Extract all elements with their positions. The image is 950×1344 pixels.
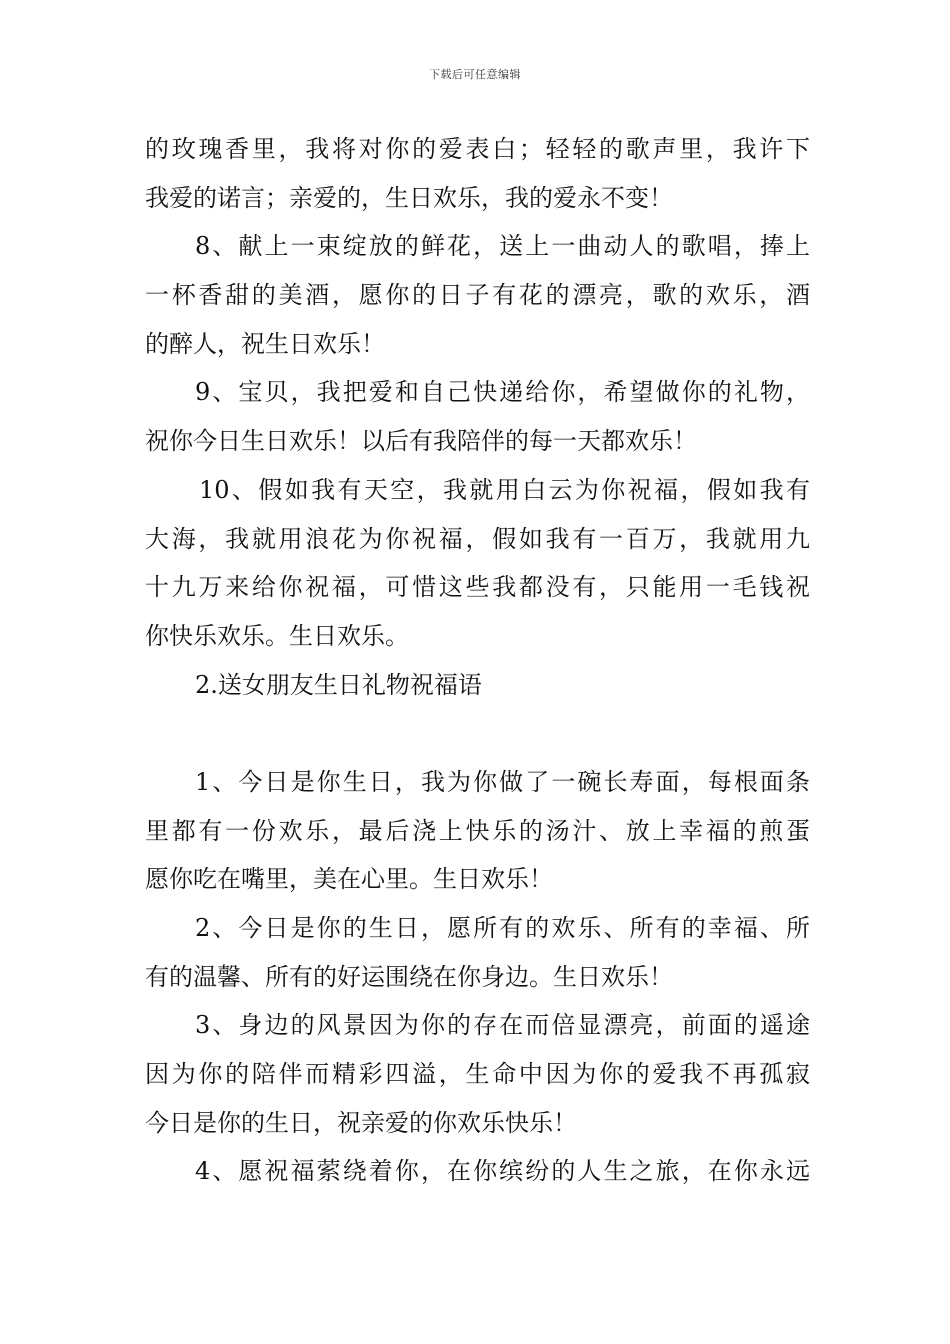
wish-item-3-line: 3、身边的风景因为你的存在而倍显漂亮，前面的遥途	[195, 1011, 810, 1040]
text-line: 十九万来给你祝福，可惜这些我都没有，只能用一毛钱祝	[145, 573, 810, 602]
text-line: 一杯香甜的美酒，愿你的日子有花的漂亮，歌的欢乐，酒	[145, 281, 810, 310]
text-line: 有的温馨、所有的好运围绕在你身边。生日欢乐！	[145, 962, 673, 991]
wish-item-4-line: 4、愿祝福萦绕着你，在你缤纷的人生之旅，在你永远	[195, 1157, 810, 1186]
text-line: 今日是你的生日，祝亲爱的你欢乐快乐！	[145, 1108, 577, 1137]
wish-item-2-line: 2、今日是你的生日，愿所有的欢乐、所有的幸福、所	[195, 914, 810, 942]
wish-item-10-line: 10、假如我有天空，我就用白云为你祝福，假如我有	[199, 475, 810, 504]
text-line: 你快乐欢乐。生日欢乐。	[145, 621, 409, 650]
text-line: 的醉人，祝生日欢乐！	[145, 329, 385, 358]
text-line: 因为你的陪伴而精彩四溢，生命中因为你的爱我不再孤寂	[145, 1060, 810, 1089]
text-line: 大海，我就用浪花为你祝福，假如我有一百万，我就用九	[145, 524, 810, 553]
page-header-note: 下载后可任意编辑	[429, 68, 521, 81]
text-line: 愿你吃在嘴里，美在心里。生日欢乐！	[145, 865, 553, 894]
wish-item-9-line: 9、宝贝，我把爱和自己快递给你，希望做你的礼物，	[195, 378, 810, 407]
text-line: 祝你今日生日欢乐！以后有我陪伴的每一天都欢乐！	[145, 427, 697, 456]
document-body	[145, 125, 810, 1196]
text-line: 我爱的诺言；亲爱的，生日欢乐，我的爱永不变！	[145, 183, 673, 212]
wish-item-8-line: 8、献上一束绽放的鲜花，送上一曲动人的歌唱，捧上	[195, 232, 810, 261]
section-heading: 2.送女朋友生日礼物祝福语	[195, 670, 482, 699]
text-line: 里都有一份欢乐，最后浇上快乐的汤汁、放上幸福的煎蛋	[145, 816, 810, 845]
text-line: 的玫瑰香里，我将对你的爱表白；轻轻的歌声里，我许下	[145, 135, 810, 163]
blank-line	[145, 709, 810, 758]
wish-item-1-line: 1、今日是你生日，我为你做了一碗长寿面，每根面条	[195, 767, 810, 796]
